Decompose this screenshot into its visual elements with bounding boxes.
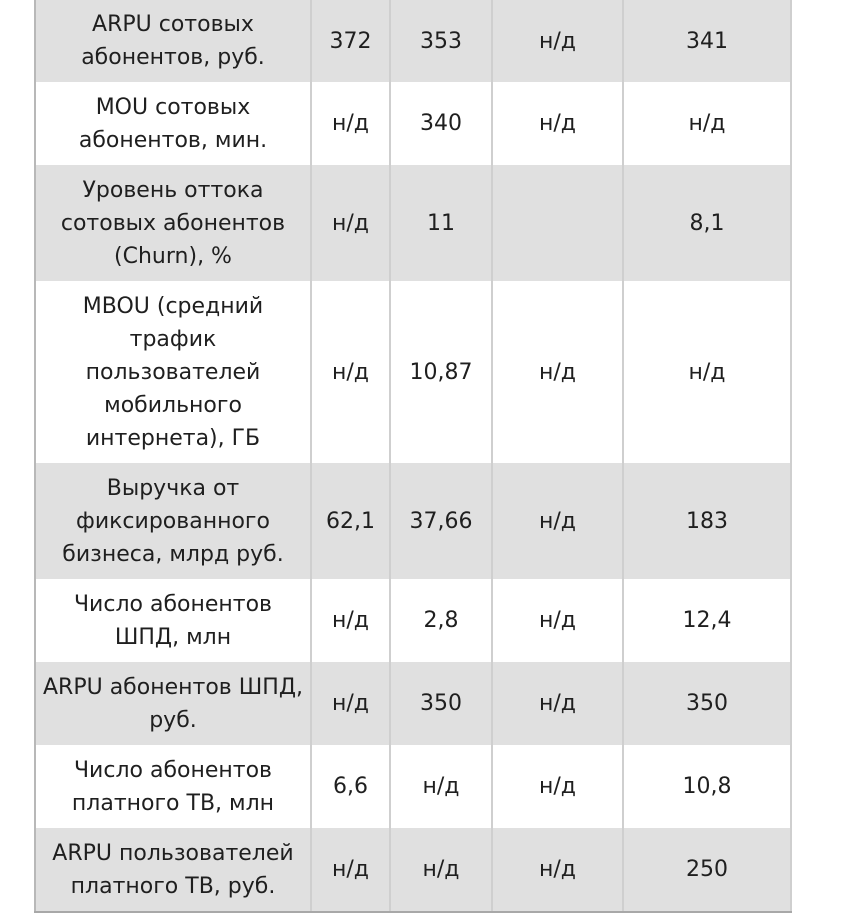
row-label: ARPU пользователей платного ТВ, руб. (35, 828, 311, 912)
table-row (35, 828, 791, 912)
row-label: MBOU (средний трафик пользователей мобильного интернета), ГБ (35, 281, 311, 463)
table-cell: н/д (311, 579, 390, 662)
table-row (35, 579, 791, 662)
table-row (35, 662, 791, 745)
table-cell: 341 (623, 0, 791, 82)
metrics-table (34, 0, 792, 913)
table-cell: н/д (623, 82, 791, 165)
table-cell: н/д (311, 82, 390, 165)
table-cell: н/д (390, 828, 492, 912)
table-cell: 8,1 (623, 165, 791, 281)
table-cell: н/д (390, 745, 492, 828)
table-row (35, 82, 791, 165)
table-cell: 12,4 (623, 579, 791, 662)
table-cell: 62,1 (311, 463, 390, 579)
row-label: Уровень оттока сотовых абонентов (Churn), % (35, 165, 311, 281)
table-cell: 11 (390, 165, 492, 281)
table-cell: 10,87 (390, 281, 492, 463)
table-row (35, 165, 791, 281)
table-row (35, 745, 791, 828)
row-label: MOU сотовых абонентов, мин. (35, 82, 311, 165)
table-cell: 372 (311, 0, 390, 82)
table-cell: 353 (390, 0, 492, 82)
table-cell (492, 165, 623, 281)
row-label: Число абонентов платного ТВ, млн (35, 745, 311, 828)
table-cell: н/д (492, 745, 623, 828)
table-cell: н/д (311, 281, 390, 463)
table-cell: н/д (492, 281, 623, 463)
table-cell: 250 (623, 828, 791, 912)
table-cell: н/д (623, 281, 791, 463)
row-label: Выручка от фиксированного бизнеса, млрд руб. (35, 463, 311, 579)
table-cell: н/д (311, 165, 390, 281)
table-cell: н/д (492, 463, 623, 579)
table-cell: 6,6 (311, 745, 390, 828)
row-label: ARPU сотовых абонентов, руб. (35, 0, 311, 82)
table-cell: 350 (623, 662, 791, 745)
table-cell: 10,8 (623, 745, 791, 828)
table-cell: н/д (311, 828, 390, 912)
table-cell: 2,8 (390, 579, 492, 662)
table-cell: н/д (492, 662, 623, 745)
row-label: ARPU абонентов ШПД, руб. (35, 662, 311, 745)
table-cell: н/д (492, 82, 623, 165)
metrics-table-container (34, 0, 790, 913)
table-row (35, 281, 791, 463)
table-cell: н/д (492, 828, 623, 912)
table-row (35, 463, 791, 579)
table-cell: н/д (492, 579, 623, 662)
table-cell: 340 (390, 82, 492, 165)
table-cell: 183 (623, 463, 791, 579)
table-cell: н/д (311, 662, 390, 745)
table-cell: 37,66 (390, 463, 492, 579)
table-cell: 350 (390, 662, 492, 745)
table-row (35, 0, 791, 82)
row-label: Число абонентов ШПД, млн (35, 579, 311, 662)
table-cell: н/д (492, 0, 623, 82)
